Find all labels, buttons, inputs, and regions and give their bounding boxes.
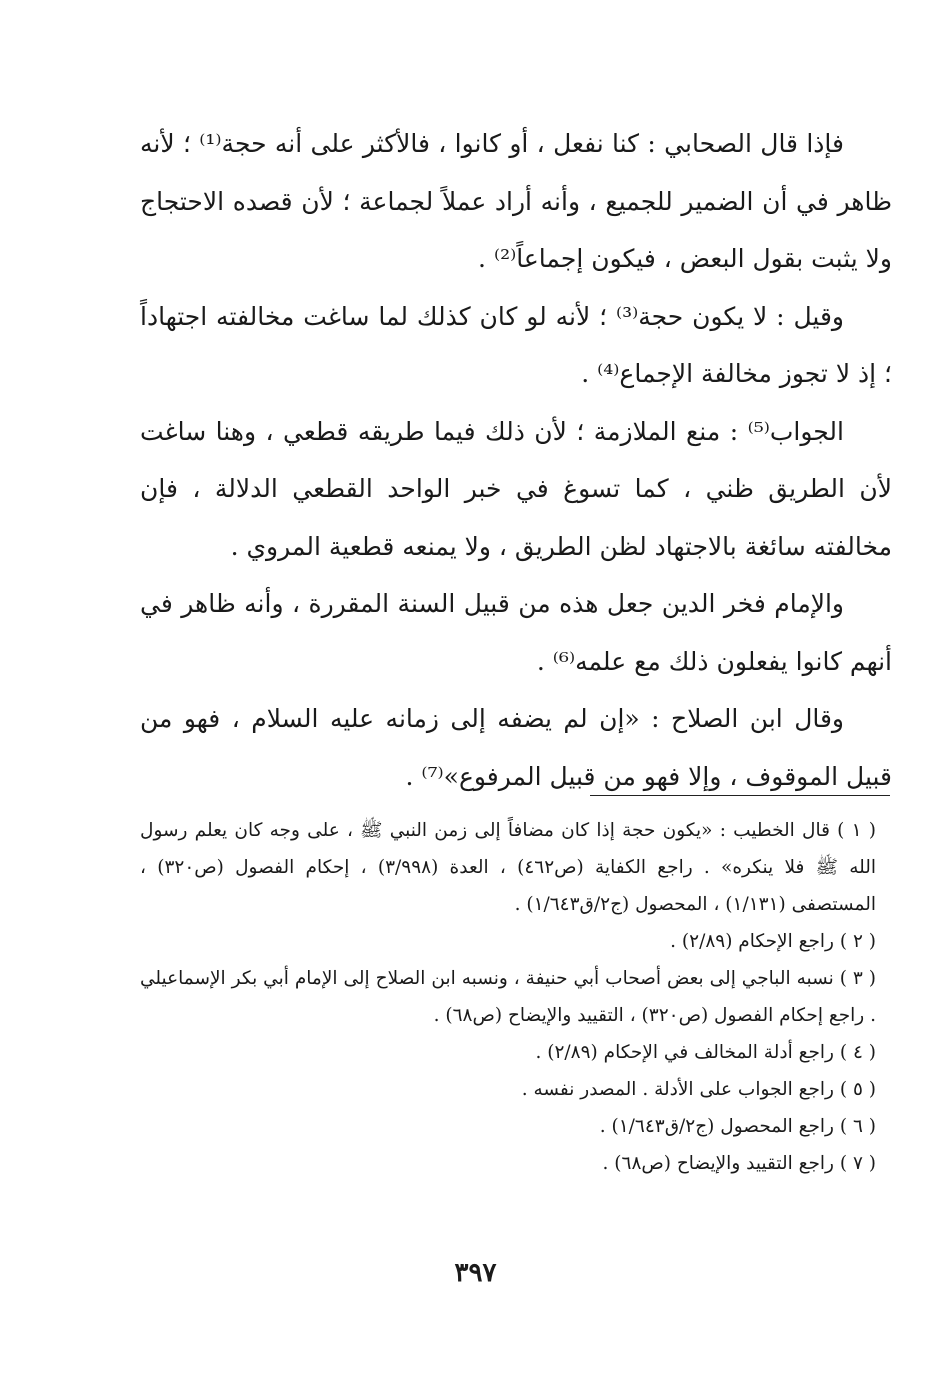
footnote-separator [590,795,890,796]
footnote-7: ( ٧ ) راجع التقييد والإيضاح (ص٦٨) . [602,1153,876,1174]
footnote-6: ( ٦ ) راجع المحصول (ج٢/ق١/٦٤٣) . [599,1116,876,1137]
page-number: ٣٩٧ [454,1258,497,1288]
footnote-5: ( ٥ ) راجع الجواب على الأدلة . المصدر نفسه . [521,1079,876,1100]
paragraph-5: وقال ابن الصلاح : «إن لم يضفه إلى زمانه عليه السلام ، فهو من قبيل الموقوف ، وإلا فهو من قبيل المرفوع»⁽⁷⁾ . [140,704,892,791]
paragraph-2: وقيل : لا يكون حجة⁽³⁾ ؛ لأنه لو كان كذلك لما ساغت مخالفته اجتهاداً ؛ إذ لا تجوز مخالفة الإجماع⁽⁴⁾ . [140,301,892,388]
footnote-2: ( ٢ ) راجع الإحكام (٢/٨٩) . [670,931,876,952]
paragraph-1: فإذا قال الصحابي : كنا نفعل ، أو كانوا ، فالأكثر على أنه حجة⁽¹⁾ ؛ لأنه ظاهر في أن الضمير للجميع ، وأنه أراد عملاً لجماعة ؛ لأن قصده الاحتجاج ولا يثبت بقول البعض ، فيكون إجماعاً⁽²⁾ . [140,129,892,273]
footnote-1: ( ١ ) قال الخطيب : «يكون حجة إذا كان مضافاً إلى زمن النبي ﷺ ، على وجه كان يعلم رسول الله ﷺ فلا ينكره» . راجع الكفاية (ص٤٦٢) ، العدة (٣/٩٩٨) ، إحكام الفصول (ص٣٢٠) ، المستصفى (١/١٣١) ، المحصول (ج٢/ق١/٦٤٣) . [140,820,877,915]
paragraph-3: الجواب⁽⁵⁾ : منع الملازمة ؛ لأن ذلك فيما طريقه قطعي ، وهنا ساغت لأن الطريق ظني ، كما تسوغ في خبر الواحد القطعي الدلالة ، فإن مخالفته سائغة بالاجتهاد لظن الطريق ، ولا يمنعه قطعية المروي . [140,416,892,561]
footnotes [140,812,892,1182]
paragraph-4: والإمام فخر الدين جعل هذه من قبيل السنة المقررة ، وأنه ظاهر في أنهم كانوا يفعلون ذلك مع علمه⁽⁶⁾ . [140,589,892,676]
footnote-4: ( ٤ ) راجع أدلة المخالف في الإحكام (٢/٨٩) . [535,1042,876,1063]
footnote-3: ( ٣ ) نسبه الباجي إلى بعض أصحاب أبي حنيفة ، ونسبه ابن الصلاح إلى الإمام أبي بكر الإسماعيلي . راجع إحكام الفصول (ص٣٢٠) ، التقييد والإيضاح (ص٦٨) . [140,968,876,1026]
main-text [140,115,892,805]
